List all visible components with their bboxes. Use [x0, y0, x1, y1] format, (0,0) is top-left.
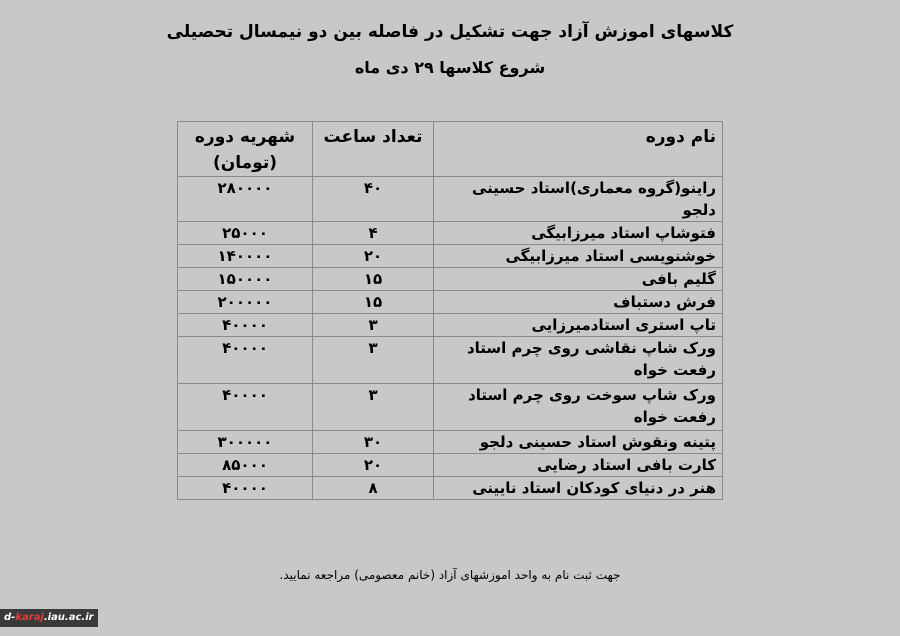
- table-row: [178, 337, 723, 384]
- cell-hours: ۱۵: [313, 268, 434, 291]
- courses-table: [177, 121, 723, 500]
- cell-course-name: راینو(گروه معماری)استاد حسینی دلجو: [434, 177, 723, 222]
- cell-fee: ۸۵۰۰۰: [178, 454, 313, 477]
- cell-fee: ۱۵۰۰۰۰: [178, 268, 313, 291]
- page-subtitle: شروع کلاسها ۲۹ دی ماه: [354, 58, 546, 77]
- cell-hours: ۳۰: [313, 431, 434, 454]
- cell-fee: ۳۰۰۰۰۰: [178, 431, 313, 454]
- logo-main: karaj: [15, 612, 44, 623]
- table-row: [178, 314, 723, 337]
- table-row: [178, 384, 723, 431]
- cell-hours: ۳: [313, 384, 434, 431]
- header-course-name: نام دوره: [434, 122, 723, 177]
- cell-hours: ۴۰: [313, 177, 434, 222]
- cell-course-name: ورک شاپ سوخت روی چرم استاد رفعت خواه: [434, 384, 723, 431]
- table-row: [178, 477, 723, 500]
- table-row: [178, 177, 723, 222]
- cell-fee: ۲۵۰۰۰: [178, 222, 313, 245]
- cell-course-name: هنر در دنیای کودکان استاد نایینی: [434, 477, 723, 500]
- cell-fee: ۱۴۰۰۰۰: [178, 245, 313, 268]
- cell-fee: ۴۰۰۰۰: [178, 337, 313, 384]
- cell-fee: ۲۰۰۰۰۰: [178, 291, 313, 314]
- cell-hours: ۳: [313, 337, 434, 384]
- cell-course-name: گلیم بافی: [434, 268, 723, 291]
- cell-fee: ۴۰۰۰۰: [178, 477, 313, 500]
- header-fee: شهریه دوره (تومان): [178, 122, 313, 177]
- table-header-row: [178, 122, 723, 177]
- cell-hours: ۴: [313, 222, 434, 245]
- cell-course-name: خوشنویسی استاد میرزابیگی: [434, 245, 723, 268]
- cell-hours: ۲۰: [313, 454, 434, 477]
- table-row: [178, 291, 723, 314]
- table-row: [178, 431, 723, 454]
- cell-course-name: فتوشاپ استاد میرزابیگی: [434, 222, 723, 245]
- table-row: [178, 268, 723, 291]
- cell-course-name: کارت بافی استاد رضایی: [434, 454, 723, 477]
- logo-prefix: d-: [4, 612, 16, 623]
- site-logo[interactable]: [0, 609, 98, 627]
- cell-fee: ۴۰۰۰۰: [178, 314, 313, 337]
- page-title: کلاسهای اموزش آزاد جهت تشکیل در فاصله بین دو نیمسال تحصیلی: [166, 22, 734, 42]
- cell-course-name: پتینه ونقوش استاد حسینی دلجو: [434, 431, 723, 454]
- header-hours: تعداد ساعت: [313, 122, 434, 177]
- cell-course-name: فرش دستباف: [434, 291, 723, 314]
- logo-suffix: .iau.ac.ir: [43, 612, 94, 623]
- table-row: [178, 222, 723, 245]
- cell-hours: ۳: [313, 314, 434, 337]
- cell-course-name: تاپ استری استادمیرزایی: [434, 314, 723, 337]
- cell-hours: ۱۵: [313, 291, 434, 314]
- cell-hours: ۸: [313, 477, 434, 500]
- table-row: [178, 245, 723, 268]
- cell-fee: ۴۰۰۰۰: [178, 384, 313, 431]
- registration-note: جهت ثبت نام به واحد اموزشهای آزاد (خانم معصومی) مراجعه نمایید.: [279, 568, 621, 582]
- cell-fee: ۲۸۰۰۰۰: [178, 177, 313, 222]
- table-row: [178, 454, 723, 477]
- cell-hours: ۲۰: [313, 245, 434, 268]
- cell-course-name: ورک شاپ نقاشی روی چرم استاد رفعت خواه: [434, 337, 723, 384]
